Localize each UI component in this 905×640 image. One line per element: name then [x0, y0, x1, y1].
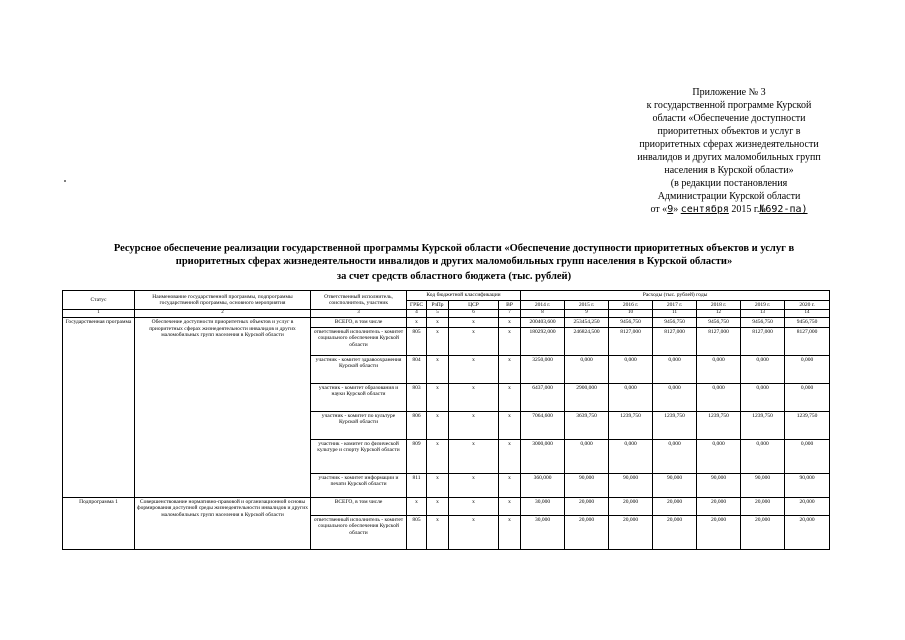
row-code: x [449, 383, 499, 411]
appendix-header [600, 86, 858, 216]
row-code: x [499, 318, 521, 328]
row-value: 90,000 [697, 473, 741, 497]
row-code: x [449, 355, 499, 383]
title-line: приоритетных сферах жизнедеятельности инвалидов и других маломобильных групп населения в Курской области» [175, 256, 733, 267]
header-code: ГРБС [407, 300, 427, 310]
row-code: 806 [407, 411, 427, 439]
row-value: 90,000 [785, 473, 830, 497]
document-title [48, 242, 860, 268]
row-value: 1239,750 [697, 411, 741, 439]
header-code: ЦСР [449, 300, 499, 310]
row-value: 1239,750 [609, 411, 653, 439]
appendix-line: приоритетных сферах жизнедеятельности [639, 139, 819, 150]
table-body [63, 318, 830, 550]
row-code: 805 [407, 327, 427, 355]
row-executor: участник - комитет по физической культуре и спорту Курской области [311, 439, 407, 473]
column-number: 2 [135, 310, 311, 318]
header-year: 2016 г. [609, 300, 653, 310]
row-value: 360,000 [521, 473, 565, 497]
header-row [63, 291, 830, 301]
appendix-line: Администрации Курской области [657, 191, 801, 202]
row-value: 20,000 [741, 515, 785, 549]
header-expense-group: Расходы (тыс. рублей) годы [521, 291, 830, 301]
date-prefix: от « [650, 204, 668, 215]
row-value: 0,000 [565, 439, 609, 473]
row-value: 20,000 [565, 497, 609, 515]
row-code: x [427, 497, 449, 515]
row-value: 6437,000 [521, 383, 565, 411]
row-status: Государственная программа [63, 318, 135, 498]
row-value: 20,000 [609, 497, 653, 515]
header-year: 2019 г. [741, 300, 785, 310]
row-value: 2900,000 [565, 383, 609, 411]
row-value: 90,000 [609, 473, 653, 497]
column-number: 11 [653, 310, 697, 318]
column-number: 12 [697, 310, 741, 318]
header-year: 2017 г. [653, 300, 697, 310]
row-value: 3639,750 [565, 411, 609, 439]
row-code: x [499, 355, 521, 383]
row-code: x [499, 411, 521, 439]
row-code: x [449, 318, 499, 328]
appendix-date-line [600, 203, 858, 216]
resource-table [62, 290, 830, 550]
row-value: 200403,600 [521, 318, 565, 328]
row-value: 7064,600 [521, 411, 565, 439]
header-year: 2015 г. [565, 300, 609, 310]
row-value: 9456,750 [697, 318, 741, 328]
row-value: 9456,750 [609, 318, 653, 328]
appendix-line: к государственной программе Курской [646, 100, 812, 111]
row-code: x [449, 411, 499, 439]
row-code: x [407, 318, 427, 328]
column-number-row [63, 310, 830, 318]
column-number: 13 [741, 310, 785, 318]
row-code: x [427, 318, 449, 328]
row-value: 0,000 [565, 355, 609, 383]
row-code: 803 [407, 383, 427, 411]
row-value: 30,000 [521, 497, 565, 515]
column-number: 14 [785, 310, 830, 318]
row-code: x [449, 439, 499, 473]
row-code: x [499, 515, 521, 549]
header-executor: Ответственный исполнитель, соисполнитель, участник [311, 291, 407, 310]
row-code: x [499, 497, 521, 515]
row-value: 0,000 [741, 355, 785, 383]
row-executor: участник - комитет информации и печати Курской области [311, 473, 407, 497]
row-value: 9456,750 [785, 318, 830, 328]
row-value: 3250,000 [521, 355, 565, 383]
row-code: x [427, 515, 449, 549]
row-executor: участник - комитет по культуре Курской области [311, 411, 407, 439]
row-value: 8127,000 [741, 327, 785, 355]
header-code: РзПр [427, 300, 449, 310]
row-value: 1239,750 [785, 411, 830, 439]
row-value: 0,000 [741, 383, 785, 411]
column-number: 7 [499, 310, 521, 318]
row-code: x [427, 327, 449, 355]
row-code: x [499, 439, 521, 473]
document-subtitle: за счет средств областного бюджета (тыс. рублей) [336, 271, 572, 282]
row-status: Подпрограмма 1 [63, 497, 135, 549]
row-value: 20,000 [653, 497, 697, 515]
row-value: 20,000 [697, 515, 741, 549]
row-value: 20,000 [653, 515, 697, 549]
row-executor: участник - комитет образования и науки Курской области [311, 383, 407, 411]
row-value: 180292,000 [521, 327, 565, 355]
row-value: 0,000 [609, 439, 653, 473]
column-number: 5 [427, 310, 449, 318]
column-number: 4 [407, 310, 427, 318]
row-value: 0,000 [697, 355, 741, 383]
column-number: 6 [449, 310, 499, 318]
column-number: 10 [609, 310, 653, 318]
row-code: x [499, 473, 521, 497]
row-value: 0,000 [653, 439, 697, 473]
header-year: 2018 г. [697, 300, 741, 310]
row-value: 1239,750 [741, 411, 785, 439]
row-value: 90,000 [741, 473, 785, 497]
row-value: 9456,750 [653, 318, 697, 328]
row-executor: ответственный исполнитель - комитет социального обеспечения Курской области [311, 515, 407, 549]
row-value: 0,000 [785, 439, 830, 473]
row-value: 253454,250 [565, 318, 609, 328]
row-value: 30,000 [521, 515, 565, 549]
row-code: 809 [407, 439, 427, 473]
scan-speck [64, 180, 66, 182]
row-value: 20,000 [565, 515, 609, 549]
row-value: 1239,750 [653, 411, 697, 439]
row-executor: участник - комитет здравоохранения Курской области [311, 355, 407, 383]
row-code: x [499, 327, 521, 355]
document-number: №692-па) [759, 204, 808, 215]
row-value: 20,000 [785, 515, 830, 549]
row-value: 0,000 [653, 383, 697, 411]
row-value: 0,000 [609, 383, 653, 411]
row-executor: ответственный исполнитель - комитет социального обеспечения Курской области [311, 327, 407, 355]
row-value: 3000,000 [521, 439, 565, 473]
row-value: 0,000 [609, 355, 653, 383]
column-number: 3 [311, 310, 407, 318]
row-value: 90,000 [653, 473, 697, 497]
header-name: Наименование государственной программы, подпрограммы государственной программы, основного мероприятия [135, 291, 311, 310]
row-code: 811 [407, 473, 427, 497]
appendix-line: области «Обеспечение доступности [652, 113, 806, 124]
row-code: x [449, 497, 499, 515]
header-code: ВР [499, 300, 521, 310]
row-code: x [427, 473, 449, 497]
row-code: x [449, 473, 499, 497]
appendix-title: Приложение № 3 [692, 87, 766, 98]
row-code: x [427, 411, 449, 439]
row-name: Обеспечение доступности приоритетных объектов и услуг в приоритетных сферах жизнедеятельности инвалидов и других маломобильных групп населения в Курской области [135, 318, 311, 498]
header-code-group: Код бюджетной классификации [407, 291, 521, 301]
row-value: 90,000 [565, 473, 609, 497]
row-value: 8127,000 [697, 327, 741, 355]
row-code: x [427, 355, 449, 383]
date-day: 9 [667, 204, 674, 215]
row-value: 20,000 [697, 497, 741, 515]
appendix-line: населения в Курской области» [664, 165, 794, 176]
row-value: 0,000 [653, 355, 697, 383]
date-year: 2015 г. [731, 204, 760, 215]
appendix-line: приоритетных объектов и услуг в [657, 126, 801, 137]
row-value: 0,000 [697, 439, 741, 473]
row-value: 20,000 [609, 515, 653, 549]
row-code: x [427, 439, 449, 473]
row-code: x [499, 383, 521, 411]
title-line: Ресурсное обеспечение реализации государственной программы Курской области «Обеспечение доступности приоритетных объектов и услуг в [113, 243, 795, 254]
appendix-line: инвалидов и других маломобильных групп [637, 152, 821, 163]
row-executor: ВСЕГО, в том числе [311, 318, 407, 328]
row-code: x [449, 515, 499, 549]
row-value: 0,000 [697, 383, 741, 411]
row-name: Совершенствование нормативно-правовой и организационной основы формирования доступной среды жизнедеятельности инвалидов и других маломобильных групп населения в Курской области [135, 497, 311, 549]
row-code: x [407, 497, 427, 515]
date-month: сентября [680, 204, 729, 215]
column-number: 8 [521, 310, 565, 318]
header-status: Статус [63, 291, 135, 310]
row-code: 805 [407, 515, 427, 549]
row-code: 804 [407, 355, 427, 383]
row-value: 8127,000 [609, 327, 653, 355]
appendix-line: (в редакции постановления [670, 178, 788, 189]
column-number: 1 [63, 310, 135, 318]
table-row [63, 318, 830, 328]
row-value: 8127,000 [653, 327, 697, 355]
date-mid: » [673, 204, 679, 215]
row-value: 0,000 [785, 355, 830, 383]
table-row [63, 497, 830, 515]
row-value: 0,000 [785, 383, 830, 411]
row-code: x [427, 383, 449, 411]
row-code: x [449, 327, 499, 355]
row-executor: ВСЕГО, в том числе [311, 497, 407, 515]
column-number: 9 [565, 310, 609, 318]
row-value: 0,000 [741, 439, 785, 473]
row-value: 8127,000 [785, 327, 830, 355]
row-value: 20,000 [741, 497, 785, 515]
header-year: 2020 г. [785, 300, 830, 310]
row-value: 9456,750 [741, 318, 785, 328]
row-value: 20,000 [785, 497, 830, 515]
row-value: 246824,500 [565, 327, 609, 355]
header-year: 2014 г. [521, 300, 565, 310]
